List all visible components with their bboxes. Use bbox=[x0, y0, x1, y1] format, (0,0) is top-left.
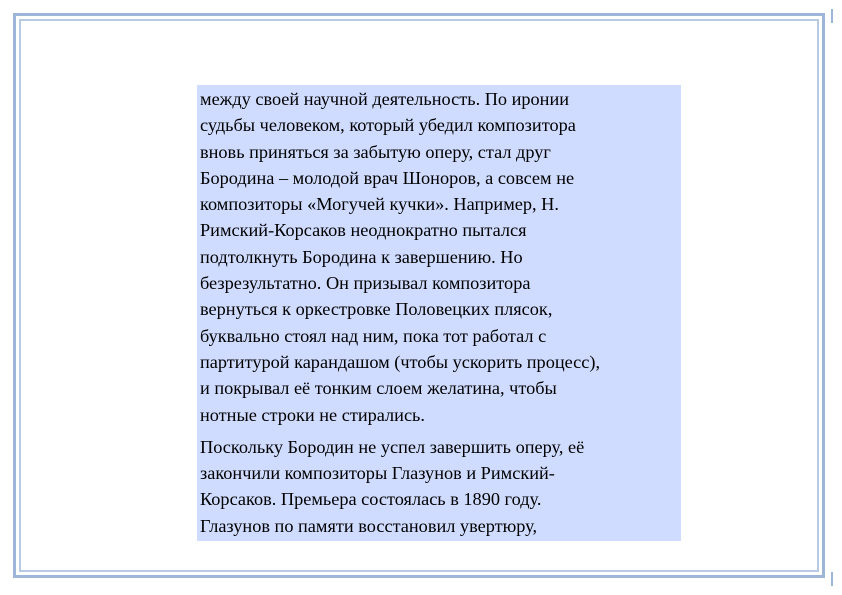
text-line: нотные строки не стирались. bbox=[200, 404, 425, 425]
text-line: вернуться к оркестровке Половецких плясок, bbox=[200, 299, 553, 320]
text-box bbox=[197, 85, 681, 541]
text-line: безрезультатно. Он призывал композитора bbox=[200, 273, 531, 294]
text-line: Римский-Корсаков неоднократно пытался bbox=[200, 220, 527, 241]
frame-corner-bottom-right bbox=[823, 572, 833, 586]
paragraph-1 bbox=[200, 86, 677, 428]
text-line: Поскольку Бородин не успел завершить оперу, её bbox=[200, 436, 585, 457]
text-line: закончили композиторы Глазунов и Римский- bbox=[200, 463, 555, 484]
text-line: Корсаков. Премьера состоялась в 1890 году. bbox=[200, 489, 542, 510]
text-line: Бородина – молодой врач Шоноров, а совсем не bbox=[200, 167, 575, 188]
text-line: буквально стоял над ним, пока тот работал с bbox=[200, 325, 547, 346]
text-line: композиторы «Могучей кучки». Например, Н. bbox=[200, 194, 559, 215]
paragraph-2 bbox=[200, 434, 677, 539]
text-line: и покрывал её тонким слоем желатина, чтобы bbox=[200, 378, 557, 399]
frame-corner-top-right bbox=[823, 9, 833, 23]
text-line: между своей научной деятельность. По иронии bbox=[200, 89, 570, 109]
text-line: вновь приняться за забытую оперу, стал друг bbox=[200, 141, 551, 162]
text-line: партитурой карандашом (чтобы ускорить процесс), bbox=[200, 351, 601, 372]
text-line: Глазунов по памяти восстановил увертюру, bbox=[200, 515, 538, 536]
text-line: судьбы человеком, который убедил композитора bbox=[200, 115, 576, 136]
text-line: подтолкнуть Бородина к завершению. Но bbox=[200, 246, 523, 267]
